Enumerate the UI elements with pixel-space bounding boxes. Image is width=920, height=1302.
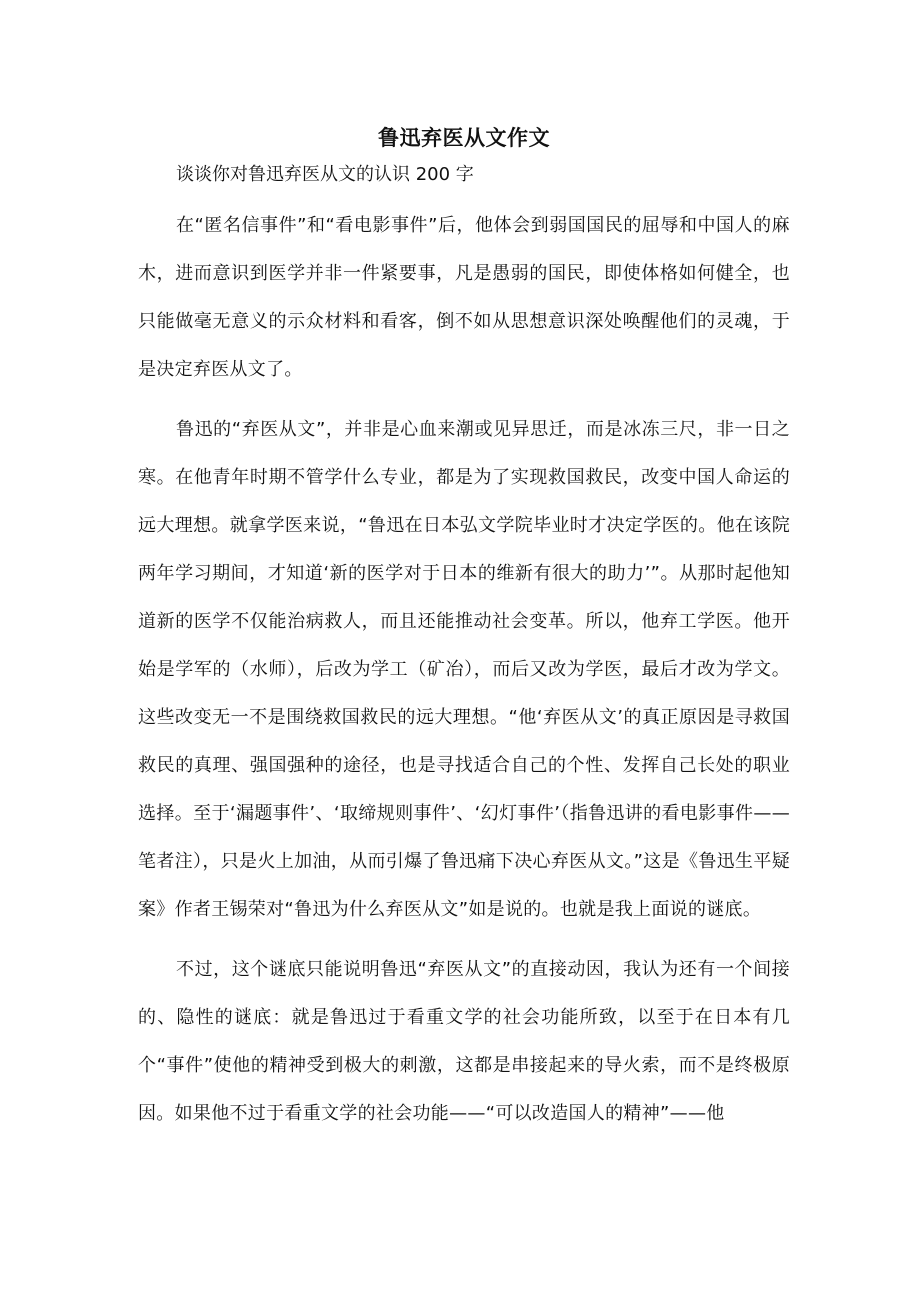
paragraph: 在“匿名信事件”和“看电影事件”后，他体会到弱国国民的屈辱和中国人的麻木，进而意识到医学并非一件紧要事，凡是愚弱的国民，即使体格如何健全，也只能做毫无意义的示众材料和看客，倒不如从思想意识深处唤醒他们的灵魂，于是决定弃医从文了。 [138,215,790,380]
paragraph: 不过，这个谜底只能说明鲁迅“弃医从文”的直接动因，我认为还有一个间接的、隐性的谜底：就是鲁迅过于看重文学的社会功能所致，以至于在日本有几个“事件”使他的精神受到极大的刺激，这都是串接起来的导火索，而不是终极原因。如果他不过于看重文学的社会功能——“可以改造国人的精神”——他 [138,959,790,1124]
document-page [138,120,790,1150]
document-title: 鲁迅弃医从文作文 [378,126,550,150]
paragraph: 鲁迅的“弃医从文”，并非是心血来潮或见异思迁，而是冰冻三尺，非一日之寒。在他青年时期不管学什么专业，都是为了实现救国救民，改变中国人命运的远大理想。就拿学医来说，“鲁迅在日本弘文学院毕业时才决定学医的。他在该院两年学习期间，才知道‘新的医学对于日本的维新有很大的助力’”。从那时起他知道新的医学不仅能治病救人，而且还能推动社会变革。所以，他弃工学医。他开始是学军的（水师），后改为学工（矿冶），而后又改为学医，最后才改为学文。这些改变无一不是围绕救国救民的远大理想。“他‘弃医从文’的真正原因是寻救国救民的真理、强国强种的途径，也是寻找适合自己的个性、发挥自己长处的职业选择。至于‘漏题事件’、‘取缔规则事件’、‘幻灯事件’（指鲁迅讲的看电影事件——笔者注），只是火上加油，从而引爆了鲁迅痛下决心弃医从文。”这是《鲁迅生平疑案》作者王锡荣对“鲁迅为什么弃医从文”如是说的。也就是我上面说的谜底。 [138,419,790,920]
document-subtitle: 谈谈你对鲁迅弃医从文的认识 200 字 [176,164,474,185]
